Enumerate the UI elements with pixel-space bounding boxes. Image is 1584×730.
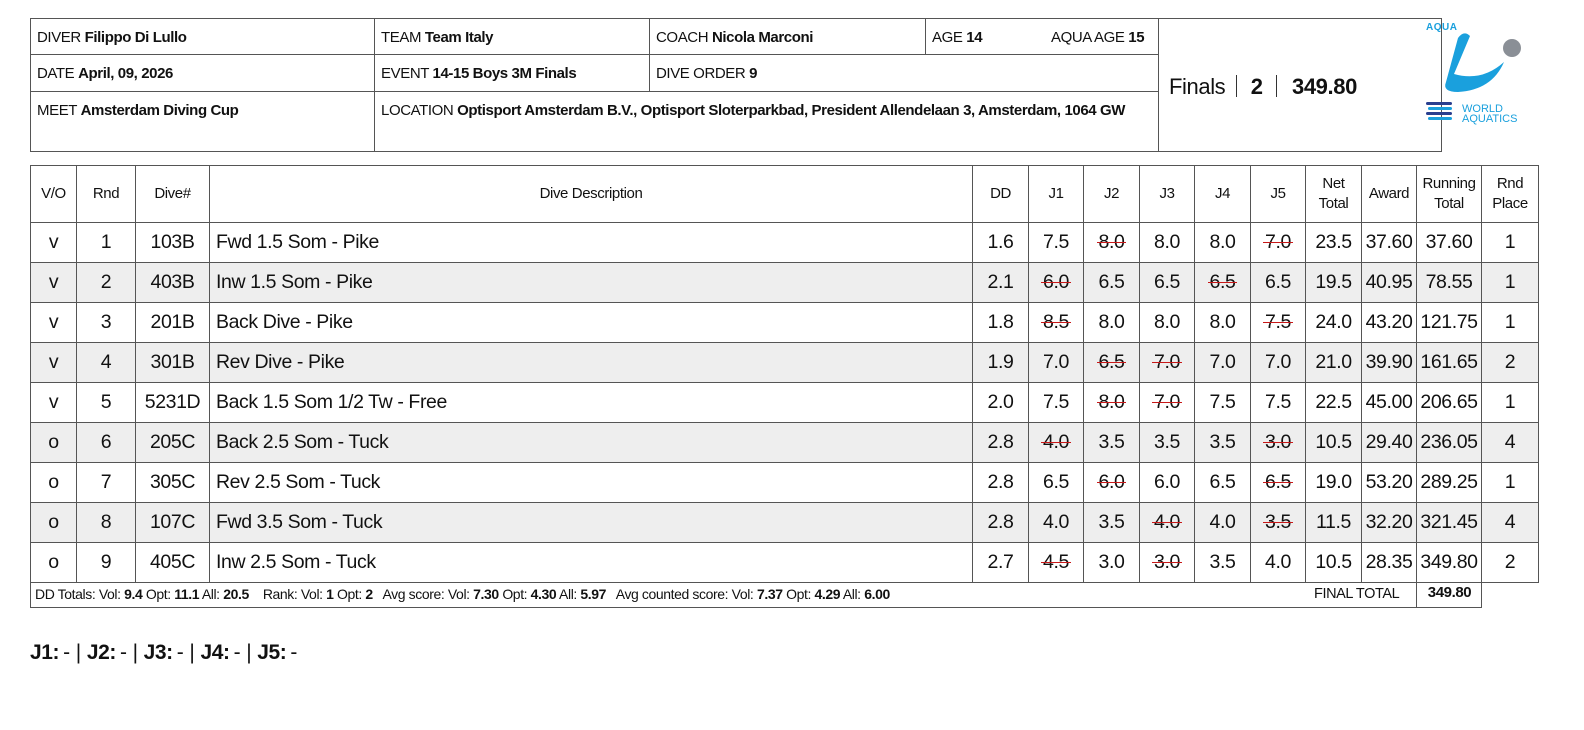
judge-value: -: [290, 641, 297, 664]
judge-score-cell: [1195, 303, 1251, 343]
judge-score-cell: [1029, 223, 1084, 263]
avg-vol: 7.30: [473, 586, 499, 602]
counted-score: 8.0: [1154, 231, 1180, 253]
judge-score-cell: [1140, 543, 1195, 583]
counted-score: 6.5: [1154, 271, 1180, 293]
dropped-score: 8.0: [1098, 391, 1125, 413]
round-place-cell: 1: [1482, 303, 1539, 343]
judge-score-cell: [1140, 383, 1195, 423]
net-total-cell: 11.5: [1306, 503, 1362, 543]
dropped-score: 3.0: [1265, 431, 1291, 453]
age-value: 14: [966, 29, 983, 46]
judge-score-cell: [1140, 463, 1195, 503]
avgc-vol: 7.37: [756, 586, 783, 602]
round-cell: 1: [77, 223, 136, 263]
dive-description-cell: Fwd 3.5 Som - Tuck: [210, 503, 973, 543]
dropped-score: 7.0: [1154, 351, 1180, 373]
stat-label: All:: [559, 586, 577, 602]
date-field: [31, 55, 374, 84]
counted-score: 6.5: [1098, 271, 1125, 293]
date-label: DATE: [37, 65, 75, 82]
team-field: [375, 19, 649, 48]
meet-field: [31, 92, 374, 121]
avg-all: 5.97: [580, 586, 607, 602]
dive-description-cell: Back 2.5 Som - Tuck: [210, 423, 973, 463]
judge-score-cell: [1195, 343, 1251, 383]
judge-separator: |: [189, 641, 195, 664]
rank-label: Rank:: [262, 586, 298, 602]
dd-cell: 1.9: [973, 343, 1029, 383]
coach-label: COACH: [656, 29, 709, 46]
counted-score: 4.0: [1209, 511, 1236, 533]
round-place-cell: 1: [1482, 383, 1539, 423]
stat-label: Opt:: [337, 586, 362, 602]
event-field: [375, 55, 649, 84]
counted-score: 8.0: [1098, 311, 1125, 333]
award-cell: 32.20: [1362, 503, 1417, 543]
judge-score-cell: [1195, 503, 1251, 543]
avg-opt: 4.30: [530, 586, 557, 602]
table-row: [31, 383, 1539, 423]
dive-number-cell: 305C: [136, 463, 210, 503]
world-aquatics-logo: [1424, 18, 1544, 130]
judge-label: J5:: [257, 641, 287, 664]
aqua-age-field: [1045, 19, 1159, 48]
judge-label: J3:: [143, 641, 173, 664]
meet-value: Amsterdam Diving Cup: [80, 102, 239, 119]
table-header-row: [31, 166, 1539, 223]
net-total-cell: 21.0: [1306, 343, 1362, 383]
vo-cell: o: [31, 543, 77, 583]
dropped-score: 7.5: [1265, 311, 1291, 333]
judge-score-cell: [1251, 343, 1306, 383]
stat-label: Opt:: [502, 586, 528, 602]
counted-score: 3.5: [1209, 551, 1236, 573]
counted-score: 3.5: [1154, 431, 1180, 453]
dropped-score: 8.0: [1098, 231, 1125, 253]
judge-score-cell: [1195, 423, 1251, 463]
round-cell: 2: [77, 263, 136, 303]
counted-score: 6.0: [1154, 471, 1180, 493]
diver-info-header: [30, 18, 1442, 152]
diver-label: DIVER: [37, 29, 81, 46]
judge-score-cell: [1084, 383, 1140, 423]
net-total-cell: 23.5: [1306, 223, 1362, 263]
judge-score-cell: [1251, 423, 1306, 463]
round-place-cell: 1: [1482, 263, 1539, 303]
judge-score-cell: [1140, 223, 1195, 263]
counted-score: 3.5: [1098, 511, 1125, 533]
dive-order-label: DIVE ORDER: [656, 65, 746, 82]
round-place-cell: 2: [1482, 343, 1539, 383]
dive-description-cell: Back Dive - Pike: [210, 303, 973, 343]
running-total-cell: 206.65: [1417, 383, 1482, 423]
round-divider: [1276, 75, 1277, 97]
team-name: Team Italy: [424, 29, 494, 46]
dive-description-cell: Fwd 1.5 Som - Pike: [210, 223, 973, 263]
avgc-opt: 4.29: [814, 586, 841, 602]
round-cell: 3: [77, 303, 136, 343]
stat-label: Opt:: [786, 586, 811, 602]
judge-score-cell: [1140, 303, 1195, 343]
vo-cell: v: [31, 343, 77, 383]
dd-cell: 1.6: [973, 223, 1029, 263]
col-header: Net Total: [1306, 166, 1362, 223]
net-total-cell: 10.5: [1306, 423, 1362, 463]
counted-score: 4.0: [1265, 551, 1291, 573]
stat-label: Opt:: [145, 586, 171, 602]
round-cell: 8: [77, 503, 136, 543]
stat-label: Vol:: [98, 586, 121, 602]
dive-number-cell: 301B: [136, 343, 210, 383]
dive-number-cell: 107C: [136, 503, 210, 543]
aqua-age-value: 15: [1128, 29, 1145, 46]
col-header: J5: [1251, 166, 1306, 223]
judge-score-cell: [1084, 423, 1140, 463]
table-row: [31, 463, 1539, 503]
dd-vol: 9.4: [124, 586, 143, 602]
running-total-cell: 78.55: [1417, 263, 1482, 303]
vo-cell: v: [31, 223, 77, 263]
dd-cell: 2.8: [973, 463, 1029, 503]
vo-cell: o: [31, 463, 77, 503]
dropped-score: 6.5: [1209, 271, 1236, 293]
judge-separator: |: [132, 641, 138, 664]
award-cell: 39.90: [1362, 343, 1417, 383]
judge-score-cell: [1029, 343, 1084, 383]
diver-field: [31, 19, 374, 48]
table-row: [31, 343, 1539, 383]
summary-row: [30, 580, 1482, 608]
col-header: J3: [1140, 166, 1195, 223]
judge-score-cell: [1195, 223, 1251, 263]
counted-score: 6.5: [1265, 271, 1291, 293]
dive-description-cell: Rev Dive - Pike: [210, 343, 973, 383]
round-cell: 9: [77, 543, 136, 583]
judge-label: J2:: [86, 641, 116, 664]
judge-score-cell: [1029, 543, 1084, 583]
net-total-cell: 24.0: [1306, 303, 1362, 343]
judge-score-cell: [1084, 223, 1140, 263]
net-total-cell: 19.0: [1306, 463, 1362, 503]
round-place-cell: 4: [1482, 423, 1539, 463]
vo-cell: v: [31, 263, 77, 303]
counted-score: 3.5: [1209, 431, 1236, 453]
judge-value: -: [63, 641, 70, 664]
age-label: AGE: [932, 29, 963, 46]
dropped-score: 3.0: [1154, 551, 1180, 573]
logo-line-2: AQUATICS: [1462, 113, 1518, 125]
dd-cell: 2.0: [973, 383, 1029, 423]
dd-totals-label: DD Totals:: [35, 586, 96, 602]
dd-cell: 2.8: [973, 423, 1029, 463]
dive-number-cell: 103B: [136, 223, 210, 263]
aqua-age-label: AQUA AGE: [1051, 29, 1125, 46]
stat-label: Vol:: [447, 586, 470, 602]
award-cell: 43.20: [1362, 303, 1417, 343]
rank-vol: 1: [326, 586, 334, 602]
dropped-score: 8.5: [1043, 311, 1069, 333]
dive-number-cell: 403B: [136, 263, 210, 303]
judge-score-cell: [1251, 543, 1306, 583]
counted-score: 7.5: [1265, 391, 1291, 413]
dropped-score: 7.0: [1265, 231, 1291, 253]
judge-score-cell: [1140, 503, 1195, 543]
dive-order-field: [650, 55, 950, 84]
counted-score: 7.0: [1209, 351, 1236, 373]
col-header: J2: [1084, 166, 1140, 223]
counted-score: 3.5: [1098, 431, 1125, 453]
final-total-label: FINAL TOTAL: [1314, 586, 1400, 602]
logo-top-text: AQUA: [1426, 22, 1458, 33]
counted-score: 6.5: [1209, 471, 1236, 493]
running-total-cell: 289.25: [1417, 463, 1482, 503]
col-header: DD: [973, 166, 1029, 223]
meet-label: MEET: [37, 102, 77, 119]
table-row: [31, 543, 1539, 583]
dd-opt: 11.1: [174, 586, 200, 602]
round-label: Finals: [1169, 74, 1226, 99]
judge-score-cell: [1251, 383, 1306, 423]
event-label: EVENT: [381, 65, 429, 82]
award-cell: 29.40: [1362, 423, 1417, 463]
date-value: April, 09, 2026: [78, 65, 173, 82]
net-total-cell: 10.5: [1306, 543, 1362, 583]
counted-score: 4.0: [1043, 511, 1069, 533]
judge-score-cell: [1140, 423, 1195, 463]
judge-score-cell: [1029, 503, 1084, 543]
round-place-cell: 1: [1482, 463, 1539, 503]
counted-score: 7.5: [1043, 391, 1069, 413]
judge-separator: |: [246, 641, 252, 664]
location-value: Optisport Amsterdam B.V., Optisport Sloterparkbad, President Allendelaan 3, Amsterdam, 1064 GW: [457, 102, 1126, 119]
table-row: [31, 423, 1539, 463]
location-label: LOCATION: [381, 102, 454, 119]
judge-score-cell: [1084, 343, 1140, 383]
round-cell: 5: [77, 383, 136, 423]
judge-score-cell: [1029, 383, 1084, 423]
dive-number-cell: 5231D: [136, 383, 210, 423]
avgc-all: 6.00: [864, 586, 890, 602]
judge-score-cell: [1084, 503, 1140, 543]
round-cell: 7: [77, 463, 136, 503]
counted-score: 8.0: [1209, 311, 1236, 333]
round-divider: [1236, 75, 1237, 97]
judge-value: -: [119, 641, 127, 664]
dropped-score: 6.5: [1098, 351, 1125, 373]
dive-rows: [31, 223, 1539, 583]
judge-score-cell: [1084, 543, 1140, 583]
round-cell: 6: [77, 423, 136, 463]
stat-label: Vol:: [731, 586, 754, 602]
results-table: [30, 165, 1539, 583]
dive-description-cell: Rev 2.5 Som - Tuck: [210, 463, 973, 503]
judges-line: [30, 641, 297, 665]
avg-counted-label: Avg counted score:: [615, 586, 729, 602]
award-cell: 37.60: [1362, 223, 1417, 263]
judge-score-cell: [1029, 263, 1084, 303]
round-place-cell: 2: [1482, 543, 1539, 583]
round-cell: 4: [77, 343, 136, 383]
stat-label: Vol:: [300, 586, 323, 602]
dive-number-cell: 205C: [136, 423, 210, 463]
dive-order-value: 9: [749, 65, 758, 82]
dropped-score: 6.0: [1098, 471, 1125, 493]
vo-cell: v: [31, 303, 77, 343]
table-row: [31, 503, 1539, 543]
running-total-cell: 161.65: [1417, 343, 1482, 383]
judge-score-cell: [1195, 543, 1251, 583]
col-header: V/O: [31, 166, 77, 223]
judge-value: -: [176, 641, 184, 664]
dive-description-cell: Back 1.5 Som 1/2 Tw - Free: [210, 383, 973, 423]
dropped-score: 4.0: [1043, 431, 1069, 453]
counted-score: 7.5: [1043, 231, 1069, 253]
dd-cell: 2.8: [973, 503, 1029, 543]
dropped-score: 6.5: [1265, 471, 1291, 493]
judge-score-cell: [1251, 303, 1306, 343]
team-label: TEAM: [381, 29, 422, 46]
dive-number-cell: 405C: [136, 543, 210, 583]
vo-cell: v: [31, 383, 77, 423]
dd-all: 20.5: [223, 586, 249, 602]
counted-score: 8.0: [1209, 231, 1236, 253]
col-header: Rnd Place: [1482, 166, 1539, 223]
net-total-cell: 22.5: [1306, 383, 1362, 423]
counted-score: 7.0: [1265, 351, 1291, 373]
round-place: 2: [1250, 74, 1263, 99]
dropped-score: 4.0: [1154, 511, 1180, 533]
dd-cell: 2.7: [973, 543, 1029, 583]
running-total-cell: 121.75: [1417, 303, 1482, 343]
col-header: Award: [1362, 166, 1417, 223]
dropped-score: 4.5: [1043, 551, 1069, 573]
diver-name: Filippo Di Lullo: [84, 29, 187, 46]
logo-line-1: WORLD: [1462, 103, 1503, 115]
table-row: [31, 223, 1539, 263]
running-total-cell: 236.05: [1417, 423, 1482, 463]
col-header: Dive Description: [210, 166, 973, 223]
counted-score: 7.0: [1043, 351, 1069, 373]
judge-score-cell: [1140, 263, 1195, 303]
round-score: 349.80: [1292, 74, 1357, 99]
dd-cell: 1.8: [973, 303, 1029, 343]
table-row: [31, 263, 1539, 303]
dropped-score: 7.0: [1154, 391, 1180, 413]
col-header: Rnd: [77, 166, 136, 223]
round-summary: [1169, 74, 1357, 100]
judge-score-cell: [1084, 263, 1140, 303]
award-cell: 40.95: [1362, 263, 1417, 303]
award-cell: 28.35: [1362, 543, 1417, 583]
vo-cell: o: [31, 423, 77, 463]
award-cell: 45.00: [1362, 383, 1417, 423]
judge-score-cell: [1084, 303, 1140, 343]
coach-name: Nicola Marconi: [711, 29, 814, 46]
judge-score-cell: [1195, 263, 1251, 303]
judge-score-cell: [1251, 463, 1306, 503]
summary-stats: [35, 580, 890, 608]
net-total-cell: 19.5: [1306, 263, 1362, 303]
location-field: [375, 92, 1158, 121]
judge-score-cell: [1029, 463, 1084, 503]
col-header: Running Total: [1417, 166, 1482, 223]
col-header: J4: [1195, 166, 1251, 223]
vo-cell: o: [31, 503, 77, 543]
judge-score-cell: [1195, 383, 1251, 423]
judge-score-cell: [1251, 263, 1306, 303]
judge-score-cell: [1140, 343, 1195, 383]
judge-score-cell: [1251, 503, 1306, 543]
col-header: J1: [1029, 166, 1084, 223]
counted-score: 3.0: [1098, 551, 1125, 573]
col-header: Dive#: [136, 166, 210, 223]
judge-score-cell: [1084, 463, 1140, 503]
dive-description-cell: Inw 1.5 Som - Pike: [210, 263, 973, 303]
judge-separator: |: [75, 641, 81, 664]
round-place-cell: 1: [1482, 223, 1539, 263]
counted-score: 8.0: [1154, 311, 1180, 333]
final-total-value: 349.80: [1416, 579, 1482, 607]
age-field: [926, 19, 1036, 48]
avg-score-label: Avg score:: [382, 586, 445, 602]
running-total-cell: 349.80: [1417, 543, 1482, 583]
dive-number-cell: 201B: [136, 303, 210, 343]
stat-label: All:: [842, 586, 861, 602]
dropped-score: 3.5: [1265, 511, 1291, 533]
award-cell: 53.20: [1362, 463, 1417, 503]
judge-label: J1:: [30, 641, 60, 664]
coach-field: [650, 19, 925, 48]
judge-value: -: [233, 641, 241, 664]
judge-score-cell: [1029, 303, 1084, 343]
judge-score-cell: [1195, 463, 1251, 503]
judge-label: J4:: [200, 641, 230, 664]
dropped-score: 6.0: [1043, 271, 1069, 293]
running-total-cell: 37.60: [1417, 223, 1482, 263]
round-place-cell: 4: [1482, 503, 1539, 543]
judge-score-cell: [1029, 423, 1084, 463]
counted-score: 7.5: [1209, 391, 1236, 413]
judge-score-cell: [1251, 223, 1306, 263]
dive-description-cell: Inw 2.5 Som - Tuck: [210, 543, 973, 583]
table-row: [31, 303, 1539, 343]
stat-label: All:: [201, 586, 220, 602]
event-value: 14-15 Boys 3M Finals: [432, 65, 577, 82]
rank-opt: 2: [365, 586, 373, 602]
running-total-cell: 321.45: [1417, 503, 1482, 543]
dd-cell: 2.1: [973, 263, 1029, 303]
counted-score: 6.5: [1043, 471, 1069, 493]
